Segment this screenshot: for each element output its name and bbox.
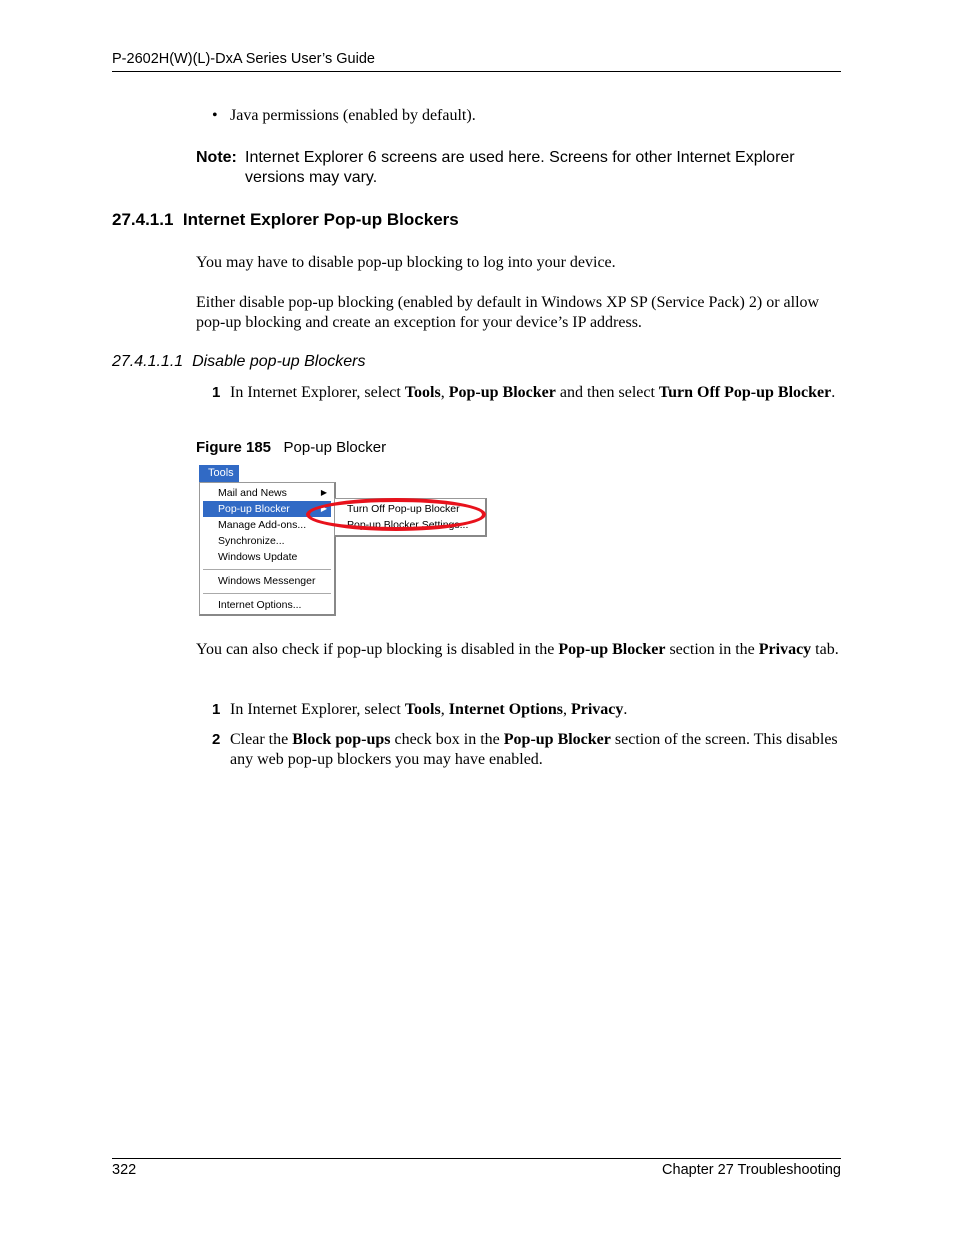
tools-menu-title[interactable]: Tools (199, 465, 239, 482)
step-number: 1 (212, 701, 221, 718)
figure-caption (196, 439, 386, 456)
menu-item-windows-update[interactable]: Windows Update (218, 551, 298, 563)
step-1-internet-options: 1 In Internet Explorer, select Tools, Internet Options, Privacy. (212, 701, 628, 718)
menu-item-manage-addons[interactable]: Manage Add-ons... (218, 519, 307, 531)
note-label: Note: (196, 149, 237, 166)
running-header: P-2602H(W)(L)-DxA Series User’s Guide (112, 51, 375, 67)
menu-separator (203, 569, 331, 570)
section-heading: 27.4.1.1 Internet Explorer Pop-up Blockers (112, 210, 459, 229)
paragraph-2: Either disable pop-up blocking (enabled by default in Windows XP SP (Service Pack) 2) or allow pop-up blocking and create an exception for your device’s IP address. (196, 294, 820, 331)
menu-item-internet-options[interactable]: Internet Options... (218, 599, 302, 611)
header-rule (112, 71, 841, 72)
bullet-text: Java permissions (enabled by default). (230, 107, 476, 124)
step-2-clear-checkbox: 2 Clear the Block pop-ups check box in the Pop-up Blocker section of the screen. This disables any web pop-up blockers you may have enabled. (212, 731, 838, 768)
paragraph-1: You may have to disable pop-up blocking to log into your device. (196, 254, 616, 271)
menu-item-popup-blocker[interactable]: Pop-up Blocker ▶ (203, 501, 331, 517)
step-1-turn-off: 1 In Internet Explorer, select Tools, Pop-up Blocker and then select Turn Off Pop-up Blocker. (212, 384, 836, 401)
subsection-heading: 27.4.1.1.1 Disable pop-up Blockers (112, 353, 366, 370)
chapter-title: Chapter 27 Troubleshooting (662, 1162, 841, 1178)
step-number: 2 (212, 731, 221, 748)
menu-item-windows-messenger[interactable]: Windows Messenger (218, 575, 316, 587)
note-block (196, 148, 846, 188)
tools-menu (199, 482, 336, 616)
figure-label: Figure 185 (196, 439, 272, 456)
submenu-arrow-icon: ▶ (320, 504, 327, 513)
submenu-arrow-icon: ▶ (320, 488, 327, 497)
step-number: 1 (212, 384, 221, 401)
menu-separator (203, 593, 331, 594)
submenu-item-turn-off-popup-blocker[interactable]: Turn Off Pop-up Blocker (347, 503, 460, 515)
menu-item-mail-and-news[interactable]: Mail and News ▶ (218, 487, 327, 499)
menu-item-synchronize[interactable]: Synchronize... (218, 535, 285, 547)
highlight-circle (306, 498, 486, 531)
note-text: Internet Explorer 6 screens are used here. Screens for other Internet Explorer versions may vary. (245, 149, 795, 186)
submenu-item-popup-blocker-settings[interactable]: Pop-up Blocker Settings... (347, 519, 469, 531)
footer-rule (112, 1158, 841, 1159)
bullet-icon: • (212, 107, 218, 124)
figure-title: Pop-up Blocker (283, 439, 387, 456)
paragraph-3: You can also check if pop-up blocking is disabled in the Pop-up Blocker section in the Privacy tab. (196, 641, 839, 658)
bullet-item (212, 107, 476, 125)
page-number: 322 (112, 1162, 137, 1178)
